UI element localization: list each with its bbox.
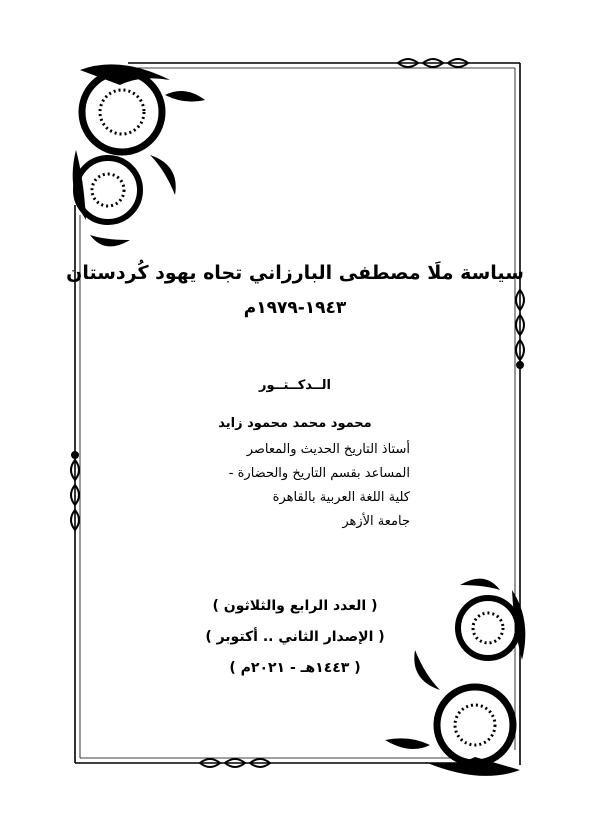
document-years: ١٩٤٣-١٩٧٩م	[243, 298, 347, 318]
affiliation-line: كلية اللغة العربية بالقاهرة	[272, 490, 410, 505]
issue-number: ( العدد الرابع والثلاثون )	[212, 598, 378, 614]
issue-edition: ( الإصدار الثاني .. أكتوبر )	[205, 629, 385, 645]
issue-date: ( ١٤٤٣هـ - ٢٠٢١م )	[229, 660, 361, 676]
corner-ornament-top-left	[73, 64, 205, 246]
document-title: سياسة ملَا مصطفى البارزاني تجاه يهود كُردستان	[66, 262, 524, 284]
author-degree: الــدكــتــور	[258, 378, 331, 393]
author-name: محمود محمد محمود زايد	[218, 416, 372, 431]
affiliation-line: المساعد بقسم التاريخ والحضارة -	[228, 466, 410, 481]
affiliation-line: أستاذ التاريخ الحديث والمعاصر	[246, 442, 410, 457]
affiliation-line: جامعة الأزهر	[342, 514, 410, 529]
